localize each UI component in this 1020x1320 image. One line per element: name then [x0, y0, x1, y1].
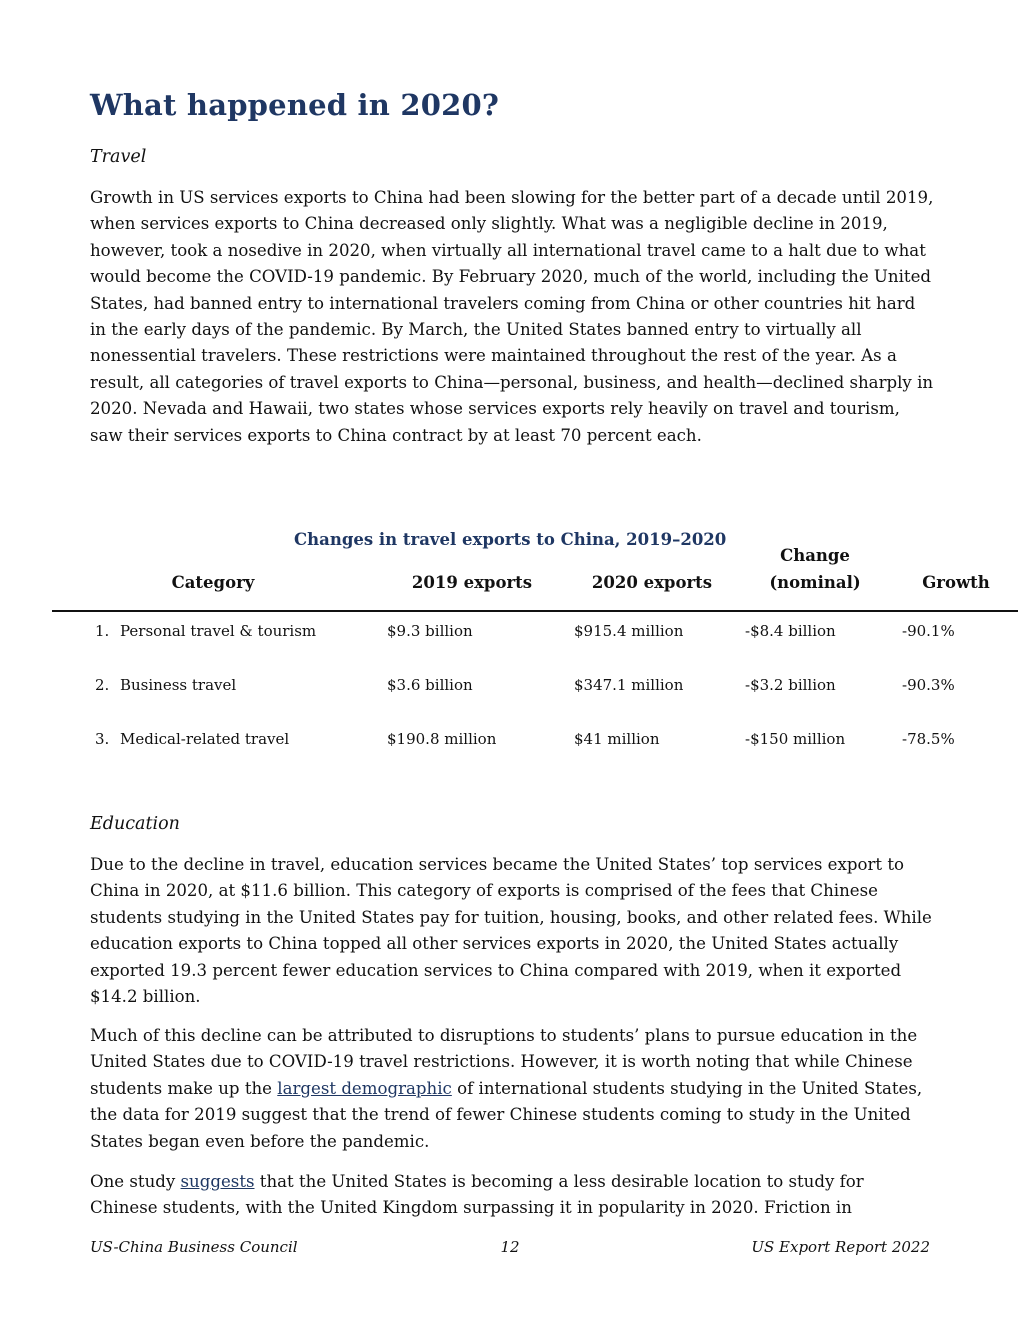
- row-2020-exports: $41 million: [574, 730, 660, 748]
- travel-subheading: Travel: [90, 147, 147, 167]
- largest-demographic-link[interactable]: largest demographic: [277, 1078, 452, 1098]
- table-header-rule: [52, 610, 1018, 612]
- footer-organization: US-China Business Council: [90, 1238, 298, 1256]
- row-2020-exports: $915.4 million: [574, 622, 684, 640]
- header-change-line2: (nominal): [769, 573, 861, 592]
- row-change: -$3.2 billion: [745, 676, 836, 694]
- education-subheading: Education: [90, 814, 180, 834]
- paragraph-text: Much of this decline can be attributed to disruptions to students’ plans to pursue education in the United States due to COVID-19 travel restrictions. However, it is worth noting that while Chinese students make up the: [90, 1026, 918, 1098]
- footer-page-number: 12: [500, 1238, 520, 1256]
- header-growth: Growth: [922, 573, 990, 592]
- row-number: 3.: [95, 730, 110, 748]
- row-growth: -90.3%: [902, 676, 955, 694]
- row-2020-exports: $347.1 million: [574, 676, 684, 694]
- row-category: Personal travel & tourism: [120, 622, 317, 640]
- header-2019-exports: 2019 exports: [411, 573, 533, 592]
- row-number: 1.: [95, 622, 110, 640]
- row-category: Medical-related travel: [120, 730, 290, 748]
- education-paragraph-2: [90, 1023, 935, 1155]
- row-growth: -90.1%: [902, 622, 955, 640]
- education-paragraph-1: Due to the decline in travel, education services became the United States’ top services export to China in 2020, at $11.6 billion. This category of exports is comprised of the fees that Chinese students studying in the United States pay for tuition, housing, books, and other related fees. While education exports to China topped all other services exports in 2020, the United States actually exported 19.3 percent fewer education services to China compared with 2019, when it exported $14.2 billion.: [90, 855, 932, 1007]
- paragraph-text: One study: [90, 1172, 181, 1191]
- row-change: -$150 million: [745, 730, 846, 748]
- suggests-link[interactable]: suggests: [180, 1172, 255, 1191]
- header-change: [745, 542, 885, 596]
- header-category: Category: [171, 573, 255, 592]
- header-2020-exports: 2020 exports: [591, 573, 713, 592]
- table-title: Changes in travel exports to China, 2019–2020: [294, 530, 727, 549]
- page-heading: What happened in 2020?: [90, 88, 500, 122]
- row-category: Business travel: [120, 676, 237, 694]
- row-2019-exports: $190.8 million: [387, 730, 497, 748]
- row-number: 2.: [95, 676, 110, 694]
- row-change: -$8.4 billion: [745, 622, 836, 640]
- row-growth: -78.5%: [902, 730, 955, 748]
- row-2019-exports: $9.3 billion: [387, 622, 473, 640]
- header-change-line1: Change: [780, 546, 850, 565]
- footer-report-title: US Export Report 2022: [751, 1238, 930, 1256]
- travel-paragraph: Growth in US services exports to China had been slowing for the better part of a decade until 2019, when services exports to China decreased only slightly. What was a negligible decline in 2019, however, took a nosedive in 2020, when virtually all international travel came to a halt due to what would become the COVID-19 pandemic. By February 2020, much of the world, including the United States, had banned entry to international travelers coming from China or other countries hit hard in the early days of the pandemic. By March, the United States banned entry to virtually all nonessential travelers. These restrictions were maintained throughout the rest of the year. As a result, all categories of travel exports to China—personal, business, and health—declined sharply in 2020. Nevada and Hawaii, two states whose services exports rely heavily on travel and tourism, saw their services exports to China contract by at least 70 percent each.: [90, 188, 934, 445]
- row-2019-exports: $3.6 billion: [387, 676, 473, 694]
- paragraph-text: that the United States is becoming a less desirable location to study for Chinese students, with the United Kingdom surpassing it in popularity in 2020. Friction in: [90, 1172, 864, 1218]
- education-paragraph-3: [90, 1169, 935, 1222]
- paragraph-text: of international students studying in the United States, the data for 2019 suggest that the trend of fewer Chinese students coming to study in the United States began even before the pandemic.: [90, 1078, 923, 1151]
